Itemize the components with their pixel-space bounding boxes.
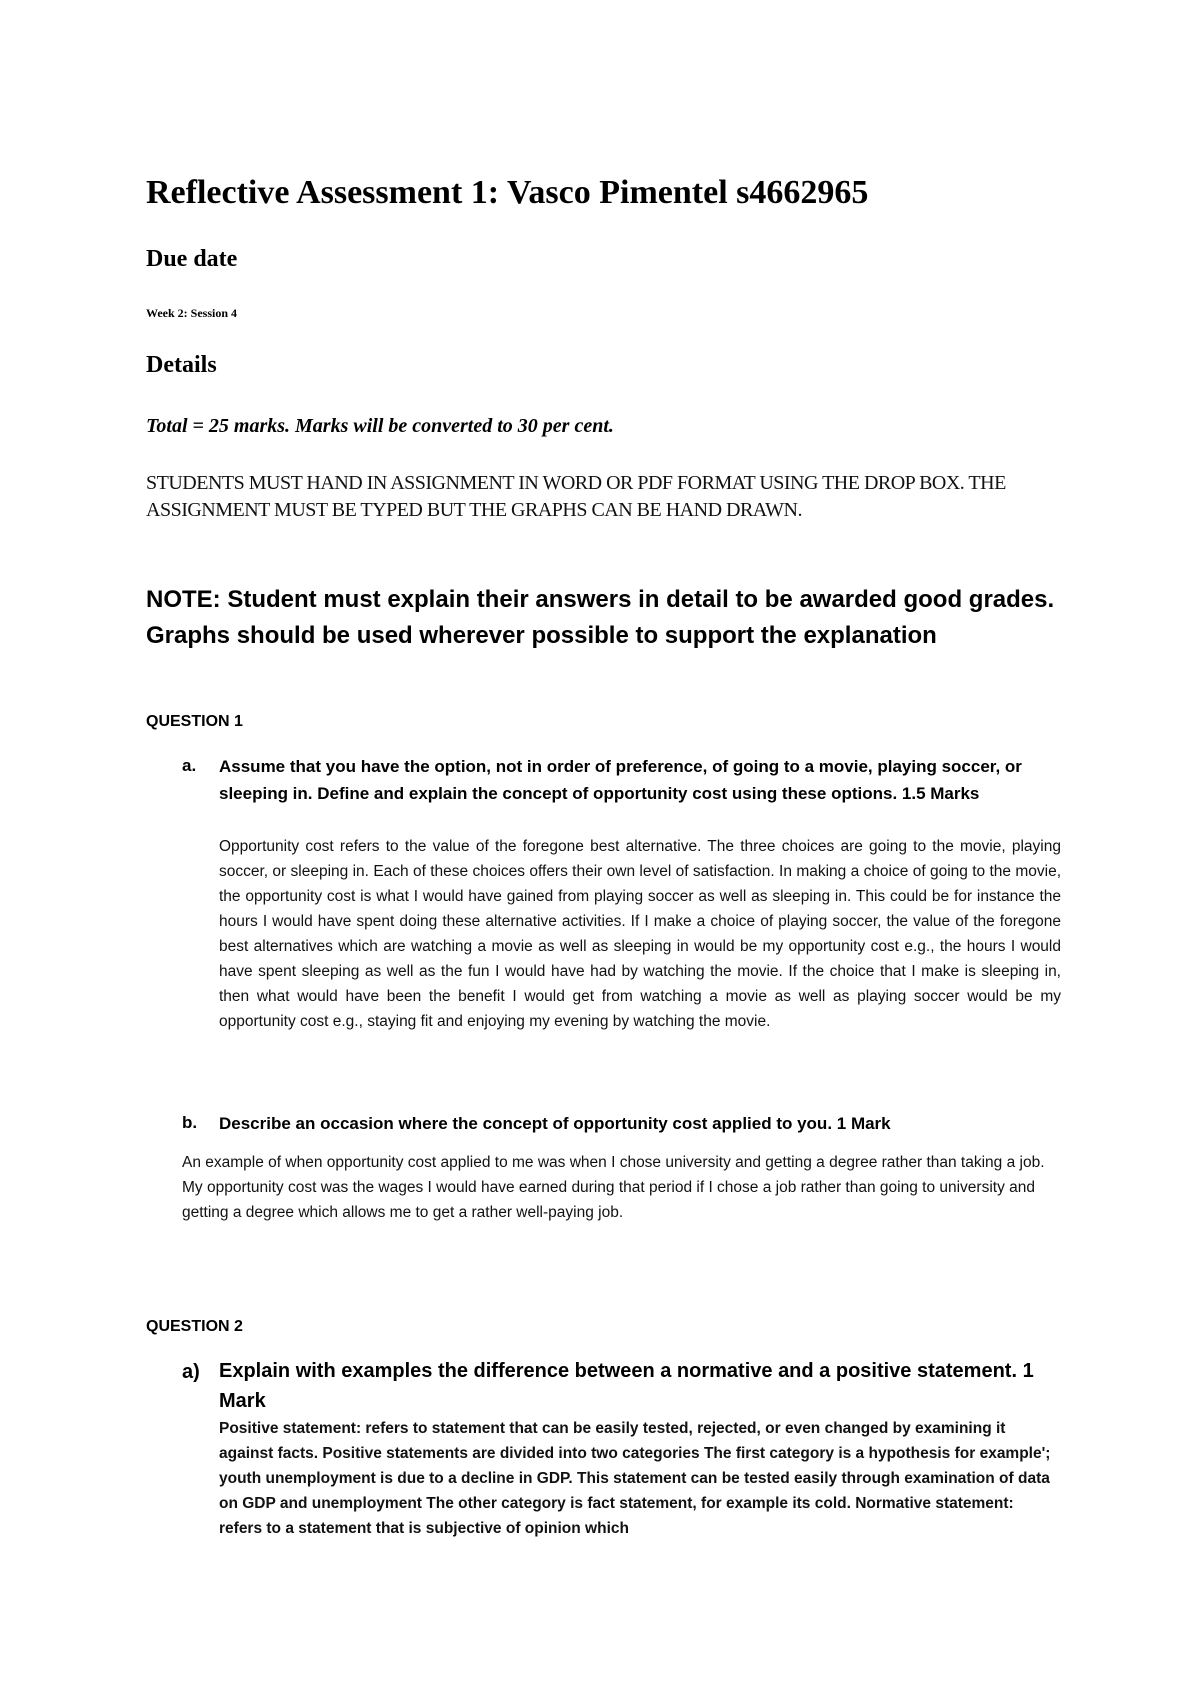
details-heading: Details (146, 352, 217, 378)
question-2a-answer: Positive statement: refers to statement that can be easily tested, rejected, or even changed by examining it against facts. Positive statements are divided into two categories The first category is a hypothesis for example'; youth unemployment is due to a decline in GDP. This statement can be tested easily through examination of data on GDP and unemployment The other category is fact statement, for example its cold. Normative statement: refers to a statement that is subjective of opinion which (219, 1420, 1051, 1537)
question-1a-marker: a. (182, 756, 197, 775)
question-1a-text: Assume that you have the option, not in order of preference, of going to a movie, playing soccer, or sleeping in. Define and explain the concept of opportunity cost using these options. 1.5 Marks (219, 757, 1022, 803)
question-2a-marker: a) (182, 1361, 200, 1383)
document-title: Reflective Assessment 1: Vasco Pimentel s4662965 (146, 174, 869, 211)
question-1-heading: QUESTION 1 (146, 713, 243, 730)
question-2a-text: Explain with examples the difference between a normative and a positive statement. 1 Mark (219, 1360, 1034, 1412)
submission-instructions: STUDENTS MUST HAND IN ASSIGNMENT IN WORD OR PDF FORMAT USING THE DROP BOX. THE ASSIGNMENT MUST BE TYPED BUT THE GRAPHS CAN BE HAND DRAWN. (146, 472, 1006, 521)
question-1b-answer: An example of when opportunity cost applied to me was when I chose university and getting a degree rather than taking a job. My opportunity cost was the wages I would have earned during that period if I chose a job rather than going to university and getting a degree which allows me to get a rather well-paying job. (182, 1154, 1045, 1221)
question-1b-text: Describe an occasion where the concept of opportunity cost applied to you. 1 Mark (219, 1114, 891, 1133)
total-marks-line: Total = 25 marks. Marks will be converted to 30 per cent. (146, 415, 614, 437)
question-1b-marker: b. (182, 1113, 198, 1132)
due-date-heading: Due date (146, 246, 238, 272)
question-2-heading: QUESTION 2 (146, 1318, 243, 1335)
note-paragraph: NOTE: Student must explain their answers in detail to be awarded good grades. Graphs should be used wherever possible to support the explanation (146, 586, 1055, 649)
question-1a-answer: Opportunity cost refers to the value of the foregone best alternative. The three choices are going to the movie, playing soccer, or sleeping in. Each of these choices offers their own level of satisfaction. In making a choice of going to the movie, the opportunity cost is what I would have gained from playing soccer as well as sleeping in. This could be for instance the hours I would have spent doing these alternative activities. If I make a choice of playing soccer, the value of the foregone best alternatives which are watching a movie as well as sleeping in would be my opportunity cost e.g., the hours I would have spent sleeping as well as the fun I would have had by watching the movie. If the choice that I make is sleeping in, then what would have been the benefit I would get from watching a movie as well as playing soccer would be my opportunity cost e.g., staying fit and enjoying my evening by watching the movie. (219, 838, 1061, 1030)
due-date-value: Week 2: Session 4 (146, 306, 238, 320)
